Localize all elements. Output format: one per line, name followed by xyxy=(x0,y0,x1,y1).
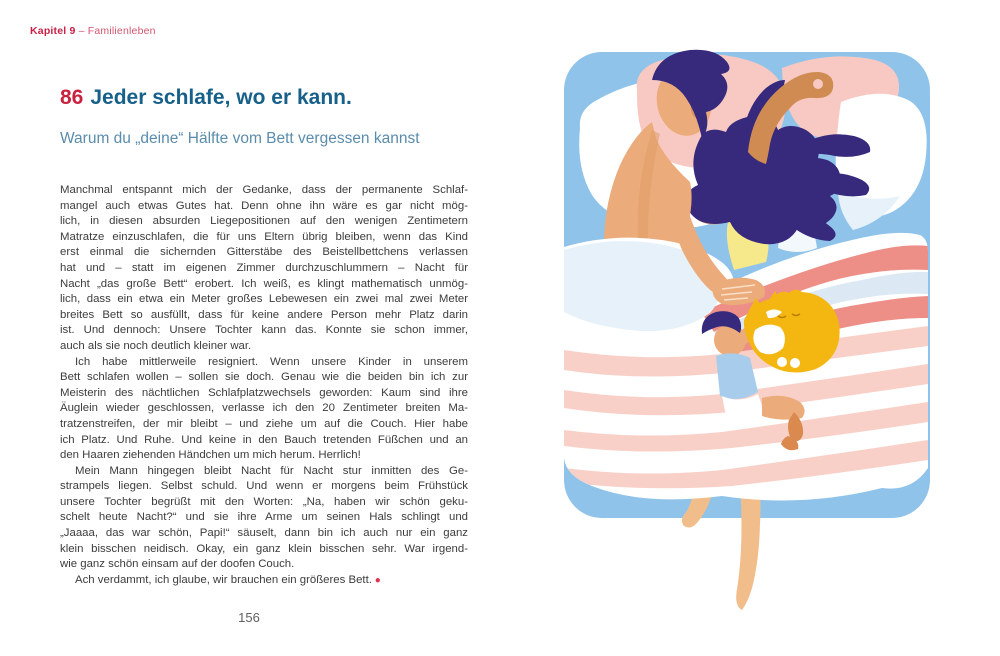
text-line: Manchmal entspannt mich der Gedanke, dass der permanente Schlaf- xyxy=(60,184,468,196)
text-line: klein bisschen neidisch. Okay, ein ganz klein bisschen sehr. War irgend- xyxy=(60,542,468,555)
text-line: Nacht „das große Bett“ erobert. Ich weiß, es klingt mathematisch unmög- xyxy=(60,277,468,290)
text-line: ich Platz. Und Ruhe. Und keine in den Bauch tretenden Füßchen und an xyxy=(60,433,468,446)
text-line: Ich habe mittlerweile resigniert. Wenn unsere Kinder in unserem xyxy=(75,355,468,368)
article-title-text: Jeder schlafe, wo er kann. xyxy=(90,86,352,109)
text-line: mangel auch etwas Gutes hat. Denn ohne ihn wäre es gar nicht mög- xyxy=(60,199,468,212)
page-number: 156 xyxy=(238,610,260,625)
text-line: „Jaaaa, das war schön, Papi!“ säuselt, dann bin ich auch nur ein ganz xyxy=(60,527,468,540)
text-line: auch als sie noch deutlich kleiner war. xyxy=(60,339,252,352)
article-number: 86 xyxy=(60,86,84,109)
text-line: Ach verdammt, ich glaube, wir brauchen ein größeres Bett. ● xyxy=(75,573,381,586)
text-line: erst einmal die sichernden Gitterstäbe des Beistellbettchens verlassen xyxy=(60,246,468,259)
text-line: ist. Und dennoch: Unsere Tochter kann das. Konnte sie schon immer, xyxy=(60,324,468,337)
chapter-number-label: Kapitel 9 xyxy=(30,25,76,37)
chapter-title-label: – Familienleben xyxy=(78,25,156,37)
mother-hand-curl xyxy=(813,79,823,89)
text-line: Meisterin des nächtlichen Schlafplatzwechsels geworden: Kaum sind ihre xyxy=(60,386,468,399)
text-line: lich, in diesen absurden Liegepositionen auf den wenigen Zentimetern xyxy=(60,215,468,228)
text-line: unsere Tochter begrüßt mit den Worten: „Na, haben wir schön geku- xyxy=(60,495,468,508)
text-line: strampels liegen. Selbst schuld. Und wenn er morgens beim Frühstück xyxy=(60,480,468,493)
text-line: wie ganz schön einsam auf der doofen Couch. xyxy=(60,558,295,571)
text-line: Matratze einzuschlafen, die für uns Eltern übrig bleiben, wenn das Kind xyxy=(60,230,468,243)
text-line: breites Bett so ausfüllt, dass für keine andere Person mehr Platz darin xyxy=(60,308,468,321)
article-title xyxy=(60,86,352,110)
text-line: lich, dass ein etwa ein Meter großes Lebewesen ein zwei mal zwei Meter xyxy=(60,293,468,306)
bed-illustration xyxy=(552,40,962,620)
text-line: den Haaren ziehenden Händchen um mich herum. Herrlich! xyxy=(60,449,361,462)
bed-illustration-svg xyxy=(552,40,962,620)
chapter-header xyxy=(30,25,156,37)
text-line: Äuglein wieder geschlossen, verlasse ich den 20 Zentimeter breiten Ma- xyxy=(60,402,468,415)
end-mark: ● xyxy=(371,574,381,586)
text-line: Bett schlafen wollen – sollen sie doch. Genau wie die beiden bin ich zur xyxy=(60,371,468,384)
text-line: hat und – statt im eigenen Zimmer durchzuschlummern – Nacht für xyxy=(60,261,468,274)
article-body xyxy=(60,183,468,588)
text-line: Mein Mann hingegen bleibt Nacht für Nacht stur inmitten des Ge- xyxy=(75,464,468,477)
text-line: schelt heute Nacht?“ und sie ihre Arme um seinen Hals schlingt und xyxy=(60,511,468,524)
text-line: tratzenstreifen, der mir bleibt – und ziehe um auf die Couch. Hier habe xyxy=(60,417,468,430)
article-subtitle: Warum du „deine“ Hälfte vom Bett vergessen kannst xyxy=(60,130,420,147)
